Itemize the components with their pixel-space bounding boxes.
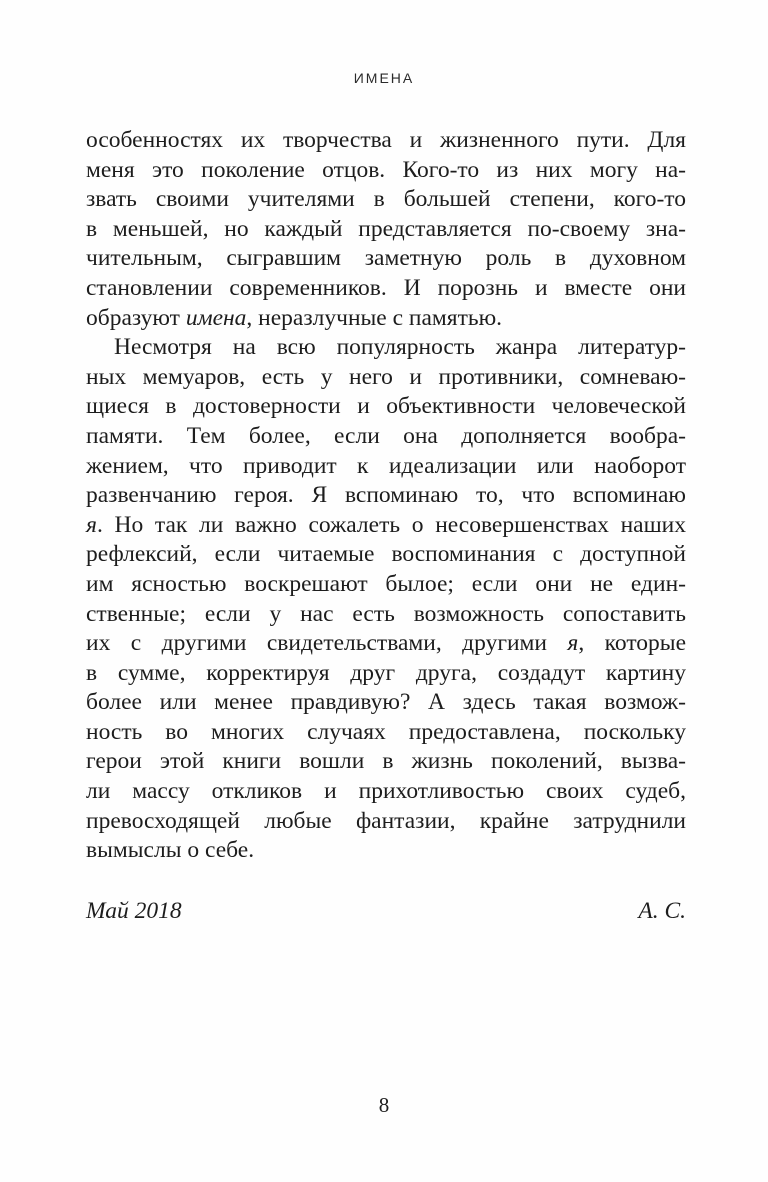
text-line: меня это поколение отцов. Кого-то из них могу на-: [86, 156, 686, 183]
text-line: жением, что приводит к идеализации или наоборот: [86, 452, 686, 479]
text-line: их с другими свидетельствами, другими я, которые: [86, 630, 687, 657]
text-line: памяти. Тем более, если она дополняется вообра-: [86, 422, 686, 449]
text-line: щиеся в достоверности и объективности человеческой: [86, 393, 686, 420]
text-line: Несмотря на всю популярность жанра литератур-: [114, 334, 686, 361]
text-line: рефлексий, если читаемые воспоминания с доступной: [86, 541, 686, 568]
running-title: ИМЕНА: [353, 70, 415, 86]
text-line: в сумме, корректируя друг друга, создадут картину: [86, 659, 686, 686]
text-line: развенчанию героя. Я вспоминаю то, что вспоминаю: [86, 482, 686, 509]
text-line: становлении современников. И порознь и вместе они: [86, 274, 686, 301]
signature-row: [86, 898, 686, 925]
signature-date: Май 2018: [86, 898, 182, 924]
page-number: 8: [378, 1093, 390, 1117]
signature-initials: А. С.: [638, 898, 686, 924]
body-text: [86, 126, 686, 866]
text-line: герои этой книги вошли в жизнь поколений, вызва-: [86, 748, 686, 775]
text-line: более или менее правдивую? А здесь такая возмож-: [86, 689, 686, 716]
text-line: я. Но так ли важно сожалеть о несовершенствах наших: [86, 511, 686, 538]
text-line: в меньшей, но каждый представляется по-своему зна-: [86, 215, 686, 242]
text-line: им ясностью воскрешают былое; если они не един-: [86, 570, 686, 597]
text-line: звать своими учителями в большей степени, кого-то: [86, 186, 686, 213]
text-line: вымыслы о себе.: [86, 837, 255, 864]
text-line: ственные; если у нас есть возможность сопоставить: [86, 600, 686, 627]
text-line: превосходящей любые фантазии, крайне затруднили: [86, 807, 686, 834]
text-line: ли массу откликов и прихотливостью своих судеб,: [86, 778, 686, 805]
text-line: чительным, сыгравшим заметную роль в духовном: [86, 245, 686, 272]
text-line: образуют имена, неразлучные с памятью.: [86, 304, 503, 331]
text-line: ность во многих случаях предоставлена, поскольку: [86, 718, 686, 745]
text-line: особенностях их творчества и жизненного пути. Для: [86, 127, 686, 153]
text-line: ных мемуаров, есть у него и противники, сомневаю-: [86, 363, 686, 390]
